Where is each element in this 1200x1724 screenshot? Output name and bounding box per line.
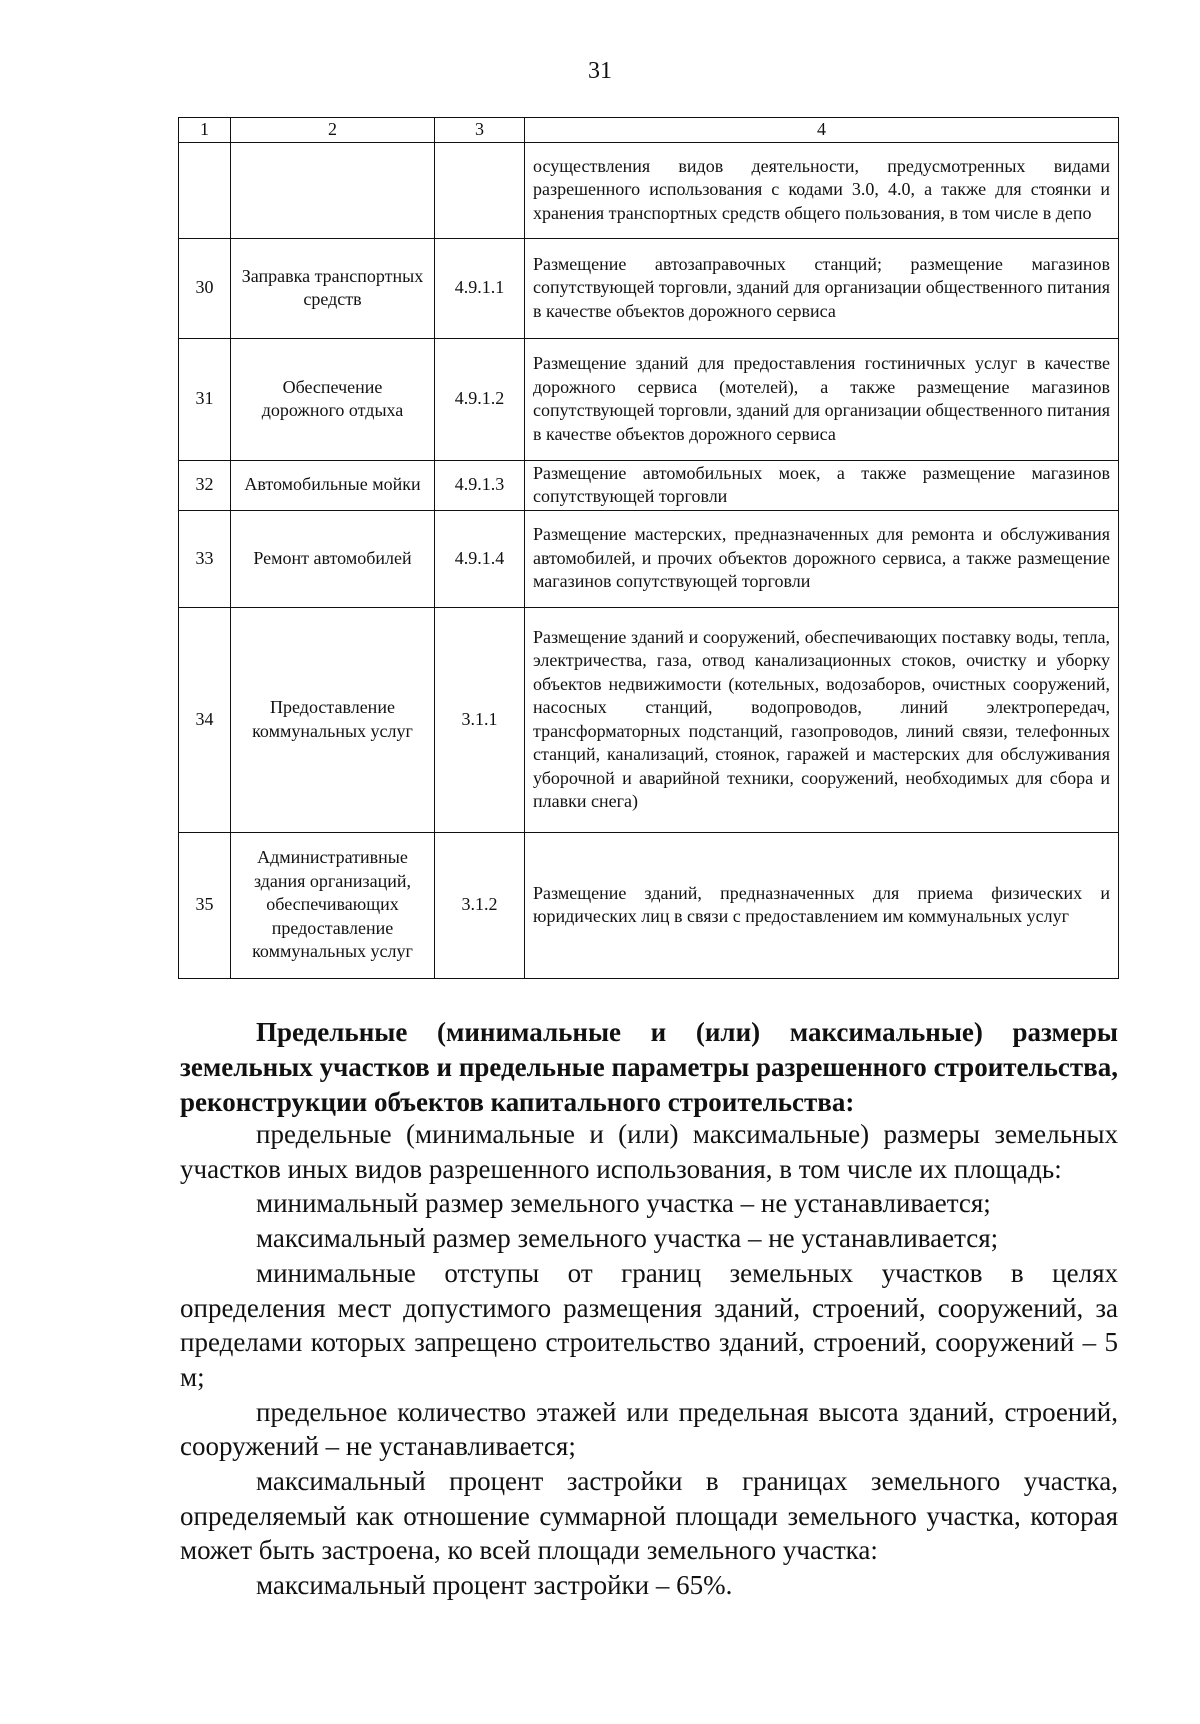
table-row — [179, 238, 1119, 338]
body-text — [180, 1117, 1118, 1603]
row-number: 34 — [179, 607, 231, 832]
use-code: 4.9.1.1 — [435, 238, 525, 338]
table-row — [179, 142, 1119, 238]
use-code: 3.1.1 — [435, 607, 525, 832]
use-name: Предоставление коммунальных услуг — [231, 607, 435, 832]
table-row — [179, 832, 1119, 978]
use-name: Административные здания организаций, обеспечивающих предоставление коммунальных услуг — [231, 832, 435, 978]
header-col-1: 1 — [179, 118, 231, 143]
row-number: 33 — [179, 510, 231, 607]
header-col-2: 2 — [231, 118, 435, 143]
table-row — [179, 510, 1119, 607]
paragraph-setbacks: минимальные отступы от границ земельных участков в целях определения мест допустимого размещения зданий, строений, сооружений, за пределами которых запрещено строительство зданий, строений, сооружений – 5 м; — [180, 1257, 1118, 1392]
header-col-4: 4 — [525, 118, 1119, 143]
use-description: Размещение зданий и сооружений, обеспечивающих поставку воды, тепла, электричества, газа, отвод канализационных стоков, очистку и уборку объектов недвижимости (котельных, водозаборов, очистных сооружений, насосных станций, водопроводов, линий электропередач, трансформаторных подстанций, газопроводов, линий связи, телефонных станций, канализаций, стоянок, гаражей и мастерских для обслуживания уборочной и аварийной техники, сооружений, необходимых для сбора и плавки снега) — [525, 607, 1119, 832]
use-description: Размещение зданий, предназначенных для приема физических и юридических лиц в связи с предоставлением им коммунальных услуг — [525, 832, 1119, 978]
table-row — [179, 338, 1119, 460]
use-name: Ремонт автомобилей — [231, 510, 435, 607]
use-name: Заправка транспортных средств — [231, 238, 435, 338]
use-code: 4.9.1.2 — [435, 338, 525, 460]
use-description: осуществления видов деятельности, предусмотренных видами разрешенного использования с кодами 3.0, 4.0, а также для стоянки и хранения транспортных средств общего пользования, в том числе в депо — [525, 142, 1119, 238]
section-heading: Предельные (минимальные и (или) максимальные) размеры земельных участков и предельные параметры разрешенного строительства, реконструкции объектов капитального строительства: — [180, 1017, 1118, 1117]
paragraph-size-limits: предельные (минимальные и (или) максимальные) размеры земельных участков иных видов разрешенного использования, в том числе их площадь: — [180, 1119, 1118, 1184]
table-header-row — [179, 118, 1119, 143]
row-number: 30 — [179, 238, 231, 338]
paragraph-coverage-value: максимальный процент застройки – 65%. — [256, 1570, 733, 1601]
row-number: 32 — [179, 460, 231, 510]
use-description: Размещение зданий для предоставления гостиничных услуг в качестве дорожного сервиса (мотелей), а также размещение магазинов сопутствующей торговли, зданий для организации общественного питания в качестве объектов дорожного сервиса — [525, 338, 1119, 460]
use-code — [435, 142, 525, 238]
use-description: Размещение автомобильных моек, а также размещение магазинов сопутствующей торговли — [525, 460, 1119, 510]
paragraph-max-size: максимальный размер земельного участка – не устанавливается; — [256, 1223, 999, 1254]
page-number: 31 — [588, 58, 612, 84]
use-description: Размещение автозаправочных станций; размещение магазинов сопутствующей торговли, зданий для организации общественного питания в качестве объектов дорожного сервиса — [525, 238, 1119, 338]
use-name: Обеспечение дорожного отдыха — [231, 338, 435, 460]
use-code: 4.9.1.3 — [435, 460, 525, 510]
paragraph-floors: предельное количество этажей или предельная высота зданий, строений, сооружений – не устанавливается; — [180, 1396, 1118, 1462]
use-name — [231, 142, 435, 238]
row-number — [179, 142, 231, 238]
use-code: 4.9.1.4 — [435, 510, 525, 607]
table-row — [179, 607, 1119, 832]
row-number: 31 — [179, 338, 231, 460]
paragraph-coverage-definition: максимальный процент застройки в границах земельного участка, определяемый как отношение суммарной площади земельного участка, которая может быть застроена, ко всей площади земельного участка: — [180, 1466, 1118, 1566]
land-use-table — [178, 117, 1119, 979]
paragraph-min-size: минимальный размер земельного участка – не устанавливается; — [256, 1188, 991, 1219]
table-row — [179, 460, 1119, 510]
row-number: 35 — [179, 832, 231, 978]
use-description: Размещение мастерских, предназначенных для ремонта и обслуживания автомобилей, и прочих объектов дорожного сервиса, а также размещение магазинов сопутствующей торговли — [525, 510, 1119, 607]
use-code: 3.1.2 — [435, 832, 525, 978]
use-name: Автомобильные мойки — [231, 460, 435, 510]
header-col-3: 3 — [435, 118, 525, 143]
